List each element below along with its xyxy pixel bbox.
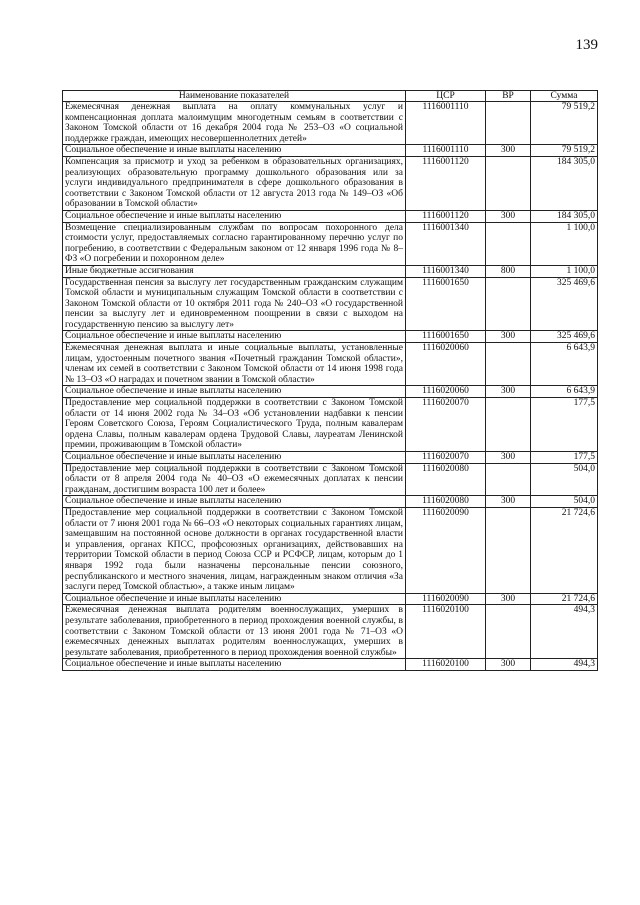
table-row [63,265,598,277]
row-vr-cell: 300 [486,331,531,343]
row-vr-cell [486,507,531,593]
row-sum-cell: 79 519,2 [531,102,598,145]
row-vr-cell [486,277,531,331]
budget-table [62,90,598,671]
row-vr-cell [486,222,531,265]
row-csr-cell: 1116001650 [406,277,486,331]
row-vr-cell: 300 [486,496,531,508]
row-vr-cell: 300 [486,145,531,157]
row-name-cell: Ежемесячная денежная выплата родителям военнослужащих, умерших в результате заболевания, приобретенного в период прохождения военной службы, в соответствии с Законом Томской области от 13 июня 2001 года № 71–ОЗ «О ежемесячных денежных выплатах родителям военнослужащих, умерших в результате заболевания, приобретенного в период прохождения военной службы» [63,605,406,659]
row-sum-cell: 494,3 [531,659,598,671]
row-name-cell: Социальное обеспечение и иные выплаты населению [63,386,406,398]
table-row [63,659,598,671]
row-sum-cell: 1 100,0 [531,265,598,277]
row-sum-cell: 504,0 [531,496,598,508]
row-sum-cell: 21 724,6 [531,507,598,593]
table-row [63,386,598,398]
row-sum-cell: 177,5 [531,452,598,464]
table-row [63,331,598,343]
row-vr-cell: 300 [486,452,531,464]
row-csr-cell: 1116020080 [406,496,486,508]
row-vr-cell [486,605,531,659]
row-name-cell: Компенсация за присмотр и уход за ребенком в образовательных организациях, реализующих образовательную программу дошкольного образования или за услуги индивидуального предпринимателя в сфере дошкольного образования в соответствии с Законом Томской области от 12 августа 2013 года № 149–ОЗ «Об образовании в Томской области» [63,156,406,210]
table-row [63,463,598,496]
table-row [63,452,598,464]
row-name-cell: Ежемесячная денежная выплата и иные социальные выплаты, установленные лицам, удостоенным почетного звания «Почетный гражданин Томской области», членам их семей в соответствии с Законом Томской области от 14 июня 1998 года № 13–ОЗ «О наградах и почетном звании в Томской области» [63,343,406,386]
row-csr-cell: 1116001120 [406,210,486,222]
table-body [63,102,598,671]
row-sum-cell: 6 643,9 [531,386,598,398]
table-row [63,145,598,157]
row-vr-cell: 300 [486,210,531,222]
row-vr-cell: 300 [486,386,531,398]
table-header [63,91,598,102]
row-vr-cell [486,463,531,496]
row-vr-cell: 300 [486,593,531,605]
row-vr-cell [486,156,531,210]
table-row [63,102,598,145]
row-csr-cell: 1116001110 [406,145,486,157]
row-name-cell: Социальное обеспечение и иные выплаты населению [63,452,406,464]
table-row [63,605,598,659]
row-csr-cell: 1116020070 [406,398,486,452]
row-name-cell: Предоставление мер социальной поддержки в соответствии с Законом Томской области от 8 апреля 2004 года № 40–ОЗ «О ежемесячных доплатах к пенсии гражданам, достигшим возраста 100 лет и более» [63,463,406,496]
header-name: Наименование показателей [63,91,406,102]
header-vr: ВР [486,91,531,102]
table-row [63,343,598,386]
row-name-cell: Предоставление мер социальной поддержки в соответствии с Законом Томской области от 14 июня 2002 года № 34–ОЗ «Об установлении надбавки к пенсии Героям Советского Союза, Героям Социалистического Труда, полным кавалерам ордена Славы, полным кавалерам ордена Трудовой Славы, лауреатам Ленинской премии, проживающим в Томской области» [63,398,406,452]
row-csr-cell: 1116001650 [406,331,486,343]
table-row [63,156,598,210]
row-sum-cell: 494,3 [531,605,598,659]
row-csr-cell: 1116001110 [406,102,486,145]
row-csr-cell: 1116020100 [406,659,486,671]
row-sum-cell: 177,5 [531,398,598,452]
row-name-cell: Социальное обеспечение и иные выплаты населению [63,496,406,508]
row-name-cell: Иные бюджетные ассигнования [63,265,406,277]
row-vr-cell [486,398,531,452]
row-csr-cell: 1116020090 [406,507,486,593]
row-csr-cell: 1116001340 [406,222,486,265]
row-sum-cell: 184 305,0 [531,210,598,222]
header-row [63,91,598,102]
header-sum: Сумма [531,91,598,102]
row-name-cell: Социальное обеспечение и иные выплаты населению [63,145,406,157]
row-csr-cell: 1116020090 [406,593,486,605]
row-name-cell: Социальное обеспечение и иные выплаты населению [63,331,406,343]
row-sum-cell: 325 469,6 [531,277,598,331]
row-sum-cell: 504,0 [531,463,598,496]
row-vr-cell: 800 [486,265,531,277]
table-row [63,398,598,452]
row-sum-cell: 1 100,0 [531,222,598,265]
table-row [63,222,598,265]
row-name-cell: Ежемесячная денежная выплата на оплату коммунальных услуг и компенсационная доплата малоимущим многодетным семьям в соответствии с Законом Томской области от 16 декабря 2004 года № 253–ОЗ «О социальной поддержке граждан, имеющих несовершеннолетних детей» [63,102,406,145]
row-sum-cell: 325 469,6 [531,331,598,343]
row-name-cell: Социальное обеспечение и иные выплаты населению [63,659,406,671]
row-csr-cell: 1116001120 [406,156,486,210]
row-sum-cell: 184 305,0 [531,156,598,210]
row-vr-cell: 300 [486,659,531,671]
row-name-cell: Государственная пенсия за выслугу лет государственным гражданским служащим Томской области и муниципальным служащим Томской области в соответствии с Законом Томской области от 10 октября 2011 года № 240–ОЗ «О государственной пенсии за выслугу лет и единовременном поощрении в связи с выходом на государственную пенсию за выслугу лет» [63,277,406,331]
table-row [63,210,598,222]
row-csr-cell: 1116020060 [406,343,486,386]
row-name-cell: Предоставление мер социальной поддержки в соответствии с Законом Томской области от 7 июня 2001 года № 66–ОЗ «О некоторых социальных гарантиях лицам, замещавшим на постоянной основе должности в органах государственной власти и управления, органах КПСС, профсоюзных организациях, действовавших на территории Томской области в период Союза ССР и РСФСР, лицам, которым до 1 января 1992 года были назначены персональные пенсии союзного, республиканского и местного значения, лицам, награжденным знаком отличия «За заслуги перед Томской областью», а также иным лицам» [63,507,406,593]
row-sum-cell: 21 724,6 [531,593,598,605]
row-sum-cell: 6 643,9 [531,343,598,386]
row-sum-cell: 79 519,2 [531,145,598,157]
row-csr-cell: 1116020100 [406,605,486,659]
row-csr-cell: 1116001340 [406,265,486,277]
row-csr-cell: 1116020080 [406,463,486,496]
row-name-cell: Социальное обеспечение и иные выплаты населению [63,210,406,222]
row-vr-cell [486,343,531,386]
table-row [63,507,598,593]
row-csr-cell: 1116020060 [406,386,486,398]
row-csr-cell: 1116020070 [406,452,486,464]
row-vr-cell [486,102,531,145]
row-name-cell: Возмещение специализированным службам по вопросам похоронного дела стоимости услуг, предоставляемых согласно гарантированному перечню услуг по погребению, в соответствии с Федеральным законом от 12 января 1996 года № 8–ФЗ «О погребении и похоронном деле» [63,222,406,265]
table-row [63,593,598,605]
table-row [63,496,598,508]
page-number: 139 [575,37,598,53]
row-name-cell: Социальное обеспечение и иные выплаты населению [63,593,406,605]
header-csr: ЦСР [406,91,486,102]
table-row [63,277,598,331]
